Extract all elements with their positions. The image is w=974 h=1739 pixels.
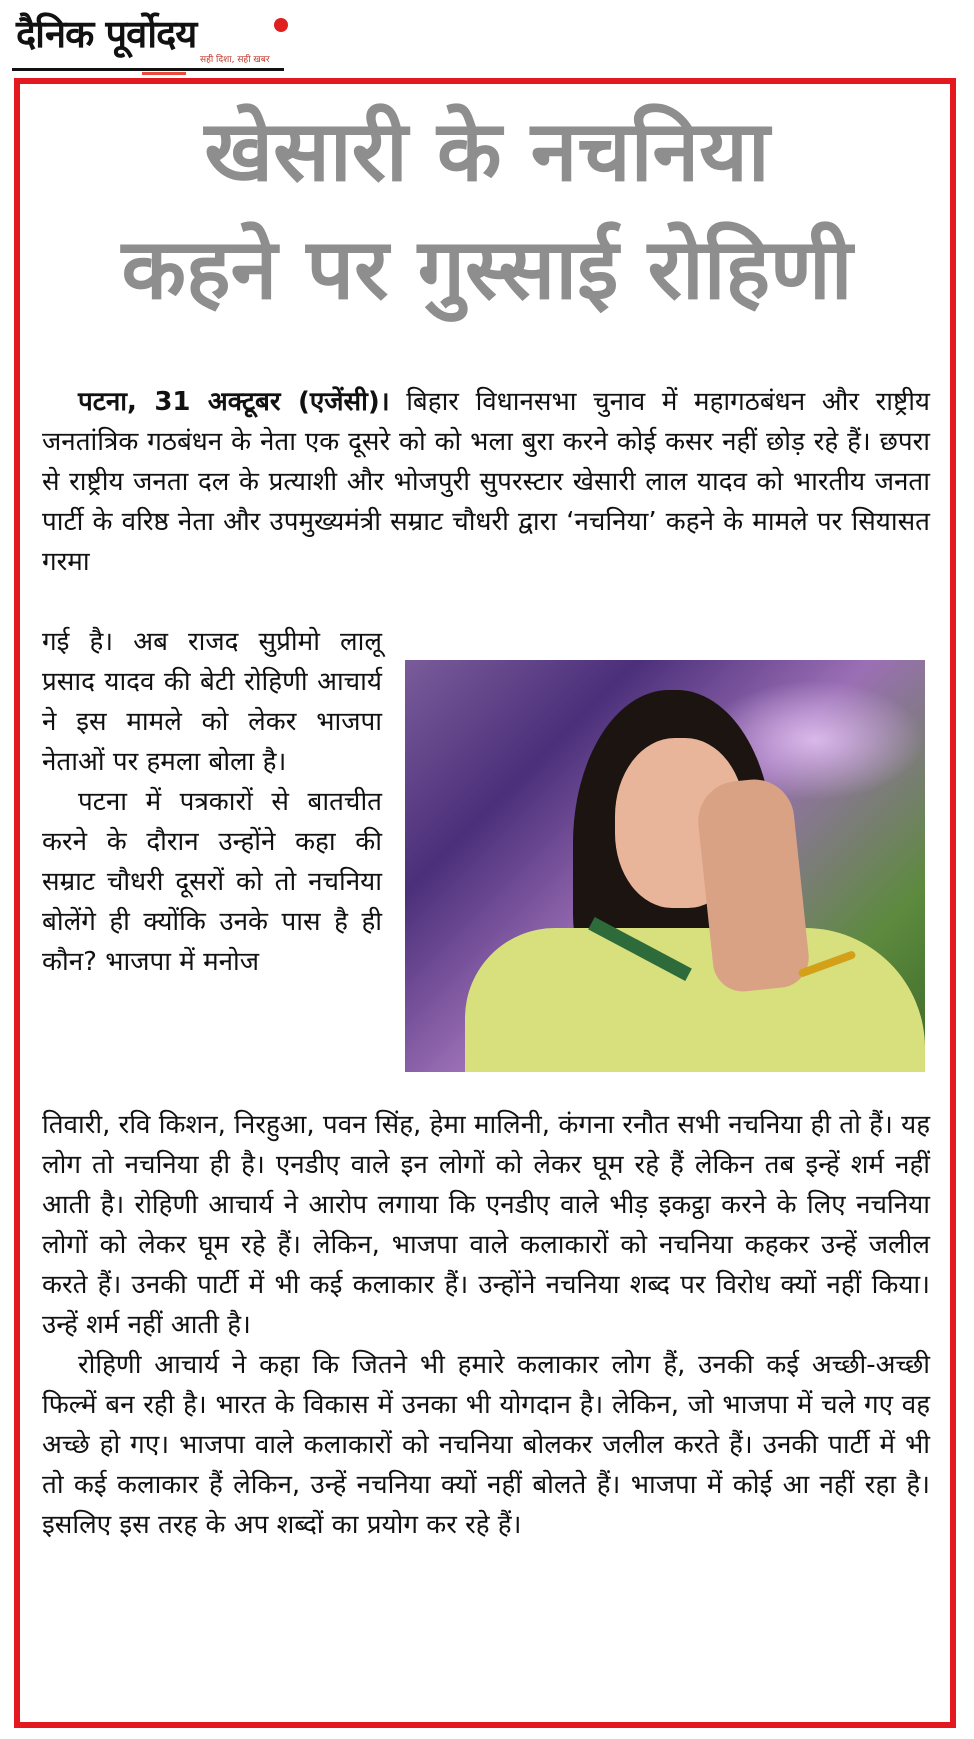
- lead-paragraph: बिहार विधानसभा चुनाव में महागठबंधन और राष्ट्रीय जनतांत्रिक गठबंधन के नेता एक दूसरे को को भला बुरा करने कोई कसर नहीं छोड़ रहे हैं। छपरा से राष्ट्रीय जनता दल के प्रत्याशी और भोजपुरी सुपरस्टार खेसारी लाल यादव को भारतीय जनता पार्टी के वरिष्ठ नेता और उपमुख्यमंत्री सम्राट चौधरी द्वारा ‘नचनिया’ कहने के मामले पर सियासत गरमा: [42, 387, 931, 577]
- photo-folded-hands: [694, 776, 811, 995]
- headline-line-1: खेसारी के नचनिया: [204, 102, 770, 200]
- masthead: [12, 8, 292, 70]
- masthead-rule: [12, 68, 284, 71]
- dateline: पटना, 31 अक्टूबर (एजेंसी)।: [78, 387, 390, 417]
- masthead-accent: [142, 72, 186, 75]
- column-paragraph-2: पटना में पत्रकारों से बातचीत करने के दौरान उन्होंने कहा की सम्राट चौधरी दूसरों को तो नचनिया बोलेंगे ही क्योंकि उनके पास है ही कौन? भाजपा में मनोज: [42, 787, 382, 977]
- photo-dress: [465, 928, 925, 1072]
- article-lead: [42, 382, 930, 582]
- headline: [20, 92, 954, 328]
- article-body: [42, 1105, 930, 1545]
- newspaper-title: दैनिक पूर्वोदय: [16, 12, 197, 56]
- newspaper-tagline: सही दिशा, सही खबर: [200, 55, 270, 65]
- column-paragraph-1: गई है। अब राजद सुप्रीमो लालू प्रसाद यादव की बेटी रोहिणी आचार्य ने इस मामले को लेकर भाजपा नेताओं पर हमला बोला है।: [42, 627, 382, 777]
- article-left-column: [42, 622, 382, 982]
- logo-dot: [274, 18, 288, 32]
- body-paragraph-2: रोहिणी आचार्य ने कहा कि जितने भी हमारे कलाकार लोग हैं, उनकी कई अच्छी-अच्छी फिल्में बन रही है। भारत के विकास में उनका भी योगदान है। लेकिन, जो भाजपा में चले गए वह अच्छे हो गए। भाजपा वाले कलाकारों को नचनिया बोलकर जलील करते हैं। उनकी पार्टी में भी तो कई कलाकार हैं लेकिन, उन्हें नचनिया क्यों नहीं बोलते हैं। भाजपा में कोई आ नहीं रहा है। इसलिए इस तरह के अप शब्दों का प्रयोग कर रहे हैं।: [42, 1350, 930, 1540]
- body-paragraph-1: तिवारी, रवि किशन, निरहुआ, पवन सिंह, हेमा मालिनी, कंगना रनौत सभी नचनिया ही तो हैं। यह लोग तो नचनिया ही है। एनडीए वाले इन लोगों को लेकर घूम रहे हैं लेकिन तब इन्हें शर्म नहीं आती है। रोहिणी आचार्य ने आरोप लगाया कि एनडीए वाले भीड़ इकट्ठा करने के लिए नचनिया लोगों को लेकर घूम रहे हैं। लेकिन, भाजपा वाले कलाकारों को नचनिया कहकर उन्हें जलील करते हैं। उनकी पार्टी में भी कई कलाकार हैं। उन्होंने नचनिया शब्द पर विरोध क्यों नहीं किया। उन्हें शर्म नहीं आती है।: [42, 1110, 930, 1340]
- article-photo: [405, 660, 925, 1072]
- headline-line-2: कहने पर गुस्साई रोहिणी: [121, 220, 853, 318]
